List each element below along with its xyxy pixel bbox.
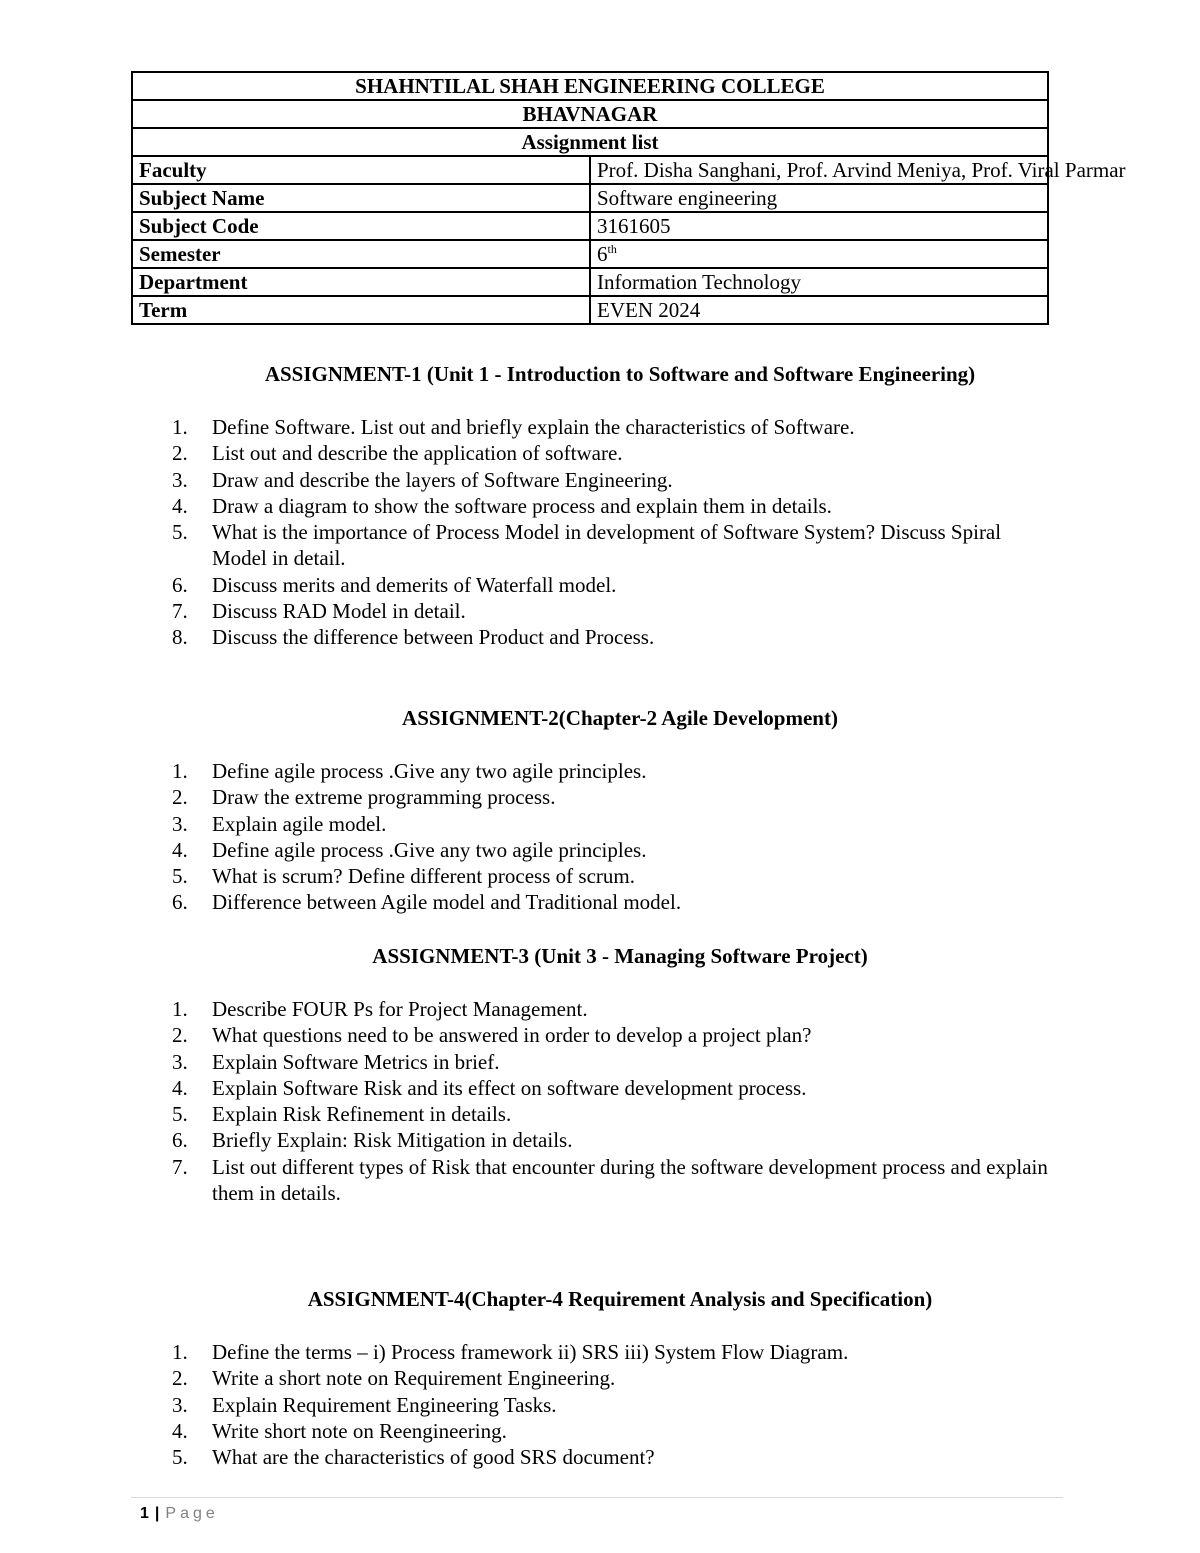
question-item <box>0 837 1200 863</box>
info-row-semester <box>132 240 1048 268</box>
info-label: Department <box>132 268 590 296</box>
assignment-title: ASSIGNMENT-2(Chapter-2 Agile Development) <box>402 706 838 730</box>
assignment-title: ASSIGNMENT-4(Chapter-4 Requirement Analysis and Specification) <box>307 1287 933 1311</box>
question-text: Define agile process .Give any two agile principles. <box>212 837 647 862</box>
assignment-section <box>0 944 1200 1206</box>
question-item <box>0 1444 1200 1470</box>
question-number: 8. <box>172 625 188 650</box>
question-item <box>0 811 1200 837</box>
assignment-section <box>0 1287 1200 1470</box>
page-footer <box>140 1503 219 1525</box>
question-list <box>0 996 1200 1206</box>
question-number: 5. <box>172 1445 188 1470</box>
question-number: 5. <box>172 864 188 889</box>
question-item <box>0 889 1200 915</box>
question-text: List out and describe the application of software. <box>212 441 623 466</box>
document-title: Assignment list <box>132 128 1048 156</box>
page-label: Page <box>165 1505 219 1522</box>
question-text: Write a short note on Requirement Engineering. <box>212 1366 616 1391</box>
question-item <box>0 440 1200 466</box>
question-item <box>0 1022 1200 1048</box>
question-number: 1. <box>172 1340 188 1364</box>
info-row-department <box>132 268 1048 296</box>
info-row-faculty <box>132 156 1048 184</box>
header-row-title <box>132 128 1048 156</box>
question-list <box>0 414 1200 651</box>
question-text: What questions need to be answered in order to develop a project plan? <box>212 1023 812 1048</box>
question-text: List out different types of Risk that encounter during the software development process and explain them in details. <box>212 1154 1048 1206</box>
question-item <box>0 1154 1200 1207</box>
question-number: 4. <box>172 1418 188 1443</box>
header-row-city <box>132 100 1048 128</box>
info-label: Faculty <box>132 156 590 184</box>
question-text: Describe FOUR Ps for Project Management. <box>212 997 588 1021</box>
question-text: Explain Software Risk and its effect on software development process. <box>212 1075 807 1100</box>
question-item <box>0 572 1200 598</box>
question-number: 5. <box>172 520 188 545</box>
question-number: 1. <box>172 997 188 1021</box>
question-number: 3. <box>172 467 188 492</box>
question-text: Discuss merits and demerits of Waterfall model. <box>212 572 617 597</box>
question-number: 3. <box>172 1392 188 1417</box>
question-item <box>0 758 1200 784</box>
question-number: 4. <box>172 837 188 862</box>
question-number: 1. <box>172 759 188 783</box>
assignment-section <box>0 362 1200 651</box>
question-text: What is the importance of Process Model in development of Software System? Discuss Spiral Model in detail. <box>212 520 1002 571</box>
question-number: 6. <box>172 572 188 597</box>
info-value-semester <box>590 240 1048 268</box>
semester-suffix: th <box>607 242 617 256</box>
info-label: Subject Name <box>132 184 590 212</box>
question-item <box>0 624 1200 650</box>
question-item <box>0 1127 1200 1153</box>
info-value: Prof. Disha Sanghani, Prof. Arvind Meniya, Prof. Viral Parmar <box>590 156 1048 184</box>
question-text: Define agile process .Give any two agile principles. <box>212 759 647 783</box>
question-number: 3. <box>172 811 188 836</box>
question-number: 4. <box>172 493 188 518</box>
question-item <box>0 1365 1200 1391</box>
question-text: What are the characteristics of good SRS document? <box>212 1445 655 1470</box>
info-row-term <box>132 296 1048 324</box>
question-number: 2. <box>172 1366 188 1391</box>
assignment-section <box>0 706 1200 916</box>
question-number: 2. <box>172 441 188 466</box>
footer-divider <box>131 1497 1063 1498</box>
question-text: Define Software. List out and briefly explain the characteristics of Software. <box>212 415 855 439</box>
question-text: Difference between Agile model and Traditional model. <box>212 890 682 915</box>
question-number: 6. <box>172 890 188 915</box>
question-list <box>0 758 1200 916</box>
info-value: EVEN 2024 <box>590 296 1048 324</box>
info-row-subject-code <box>132 212 1048 240</box>
question-item <box>0 414 1200 440</box>
question-text: Briefly Explain: Risk Mitigation in details. <box>212 1128 573 1153</box>
question-item <box>0 467 1200 493</box>
footer-separator: | <box>154 1505 160 1522</box>
question-number: 1. <box>172 415 188 439</box>
info-row-subject-name <box>132 184 1048 212</box>
question-item <box>0 519 1200 572</box>
question-item <box>0 1075 1200 1101</box>
info-value: 3161605 <box>590 212 1048 240</box>
question-text: Explain agile model. <box>212 811 387 836</box>
question-item <box>0 1049 1200 1075</box>
header-table <box>131 71 1126 325</box>
question-text: Define the terms – i) Process framework ii) SRS iii) System Flow Diagram. <box>212 1340 849 1364</box>
question-text: Discuss RAD Model in detail. <box>212 599 466 624</box>
info-value: Information Technology <box>590 268 1048 296</box>
question-number: 2. <box>172 1023 188 1048</box>
question-number: 2. <box>172 785 188 810</box>
question-text: Discuss the difference between Product and Process. <box>212 625 655 650</box>
question-item <box>0 1392 1200 1418</box>
question-item <box>0 996 1200 1022</box>
question-text: Explain Requirement Engineering Tasks. <box>212 1392 557 1417</box>
question-text: Explain Software Metrics in brief. <box>212 1049 500 1074</box>
question-number: 6. <box>172 1128 188 1153</box>
assignment-title: ASSIGNMENT-1 (Unit 1 - Introduction to Software and Software Engineering) <box>264 362 976 386</box>
info-label: Semester <box>132 240 590 268</box>
semester-number: 6 <box>597 242 608 266</box>
page-number: 1 <box>140 1505 149 1522</box>
question-text: Explain Risk Refinement in details. <box>212 1102 512 1127</box>
question-item <box>0 598 1200 624</box>
question-text: Draw the extreme programming process. <box>212 785 556 810</box>
info-value: Software engineering <box>590 184 1048 212</box>
question-list <box>0 1339 1200 1470</box>
question-text: Draw and describe the layers of Software Engineering. <box>212 467 673 492</box>
info-label: Subject Code <box>132 212 590 240</box>
question-number: 3. <box>172 1049 188 1074</box>
assignment-title: ASSIGNMENT-3 (Unit 3 - Managing Software Project) <box>372 944 868 968</box>
info-label: Term <box>132 296 590 324</box>
college-city: BHAVNAGAR <box>132 100 1048 128</box>
question-item <box>0 784 1200 810</box>
question-text: Write short note on Reengineering. <box>212 1418 507 1443</box>
question-item <box>0 863 1200 889</box>
question-number: 4. <box>172 1075 188 1100</box>
question-item <box>0 1418 1200 1444</box>
question-number: 5. <box>172 1102 188 1127</box>
header-row-college <box>132 72 1048 100</box>
college-name: SHAHNTILAL SHAH ENGINEERING COLLEGE <box>132 72 1048 100</box>
question-number: 7. <box>172 1154 188 1179</box>
question-item <box>0 1339 1200 1365</box>
question-text: Draw a diagram to show the software process and explain them in details. <box>212 493 832 518</box>
question-text: What is scrum? Define different process of scrum. <box>212 864 635 889</box>
question-item <box>0 493 1200 519</box>
question-item <box>0 1101 1200 1127</box>
question-number: 7. <box>172 599 188 624</box>
